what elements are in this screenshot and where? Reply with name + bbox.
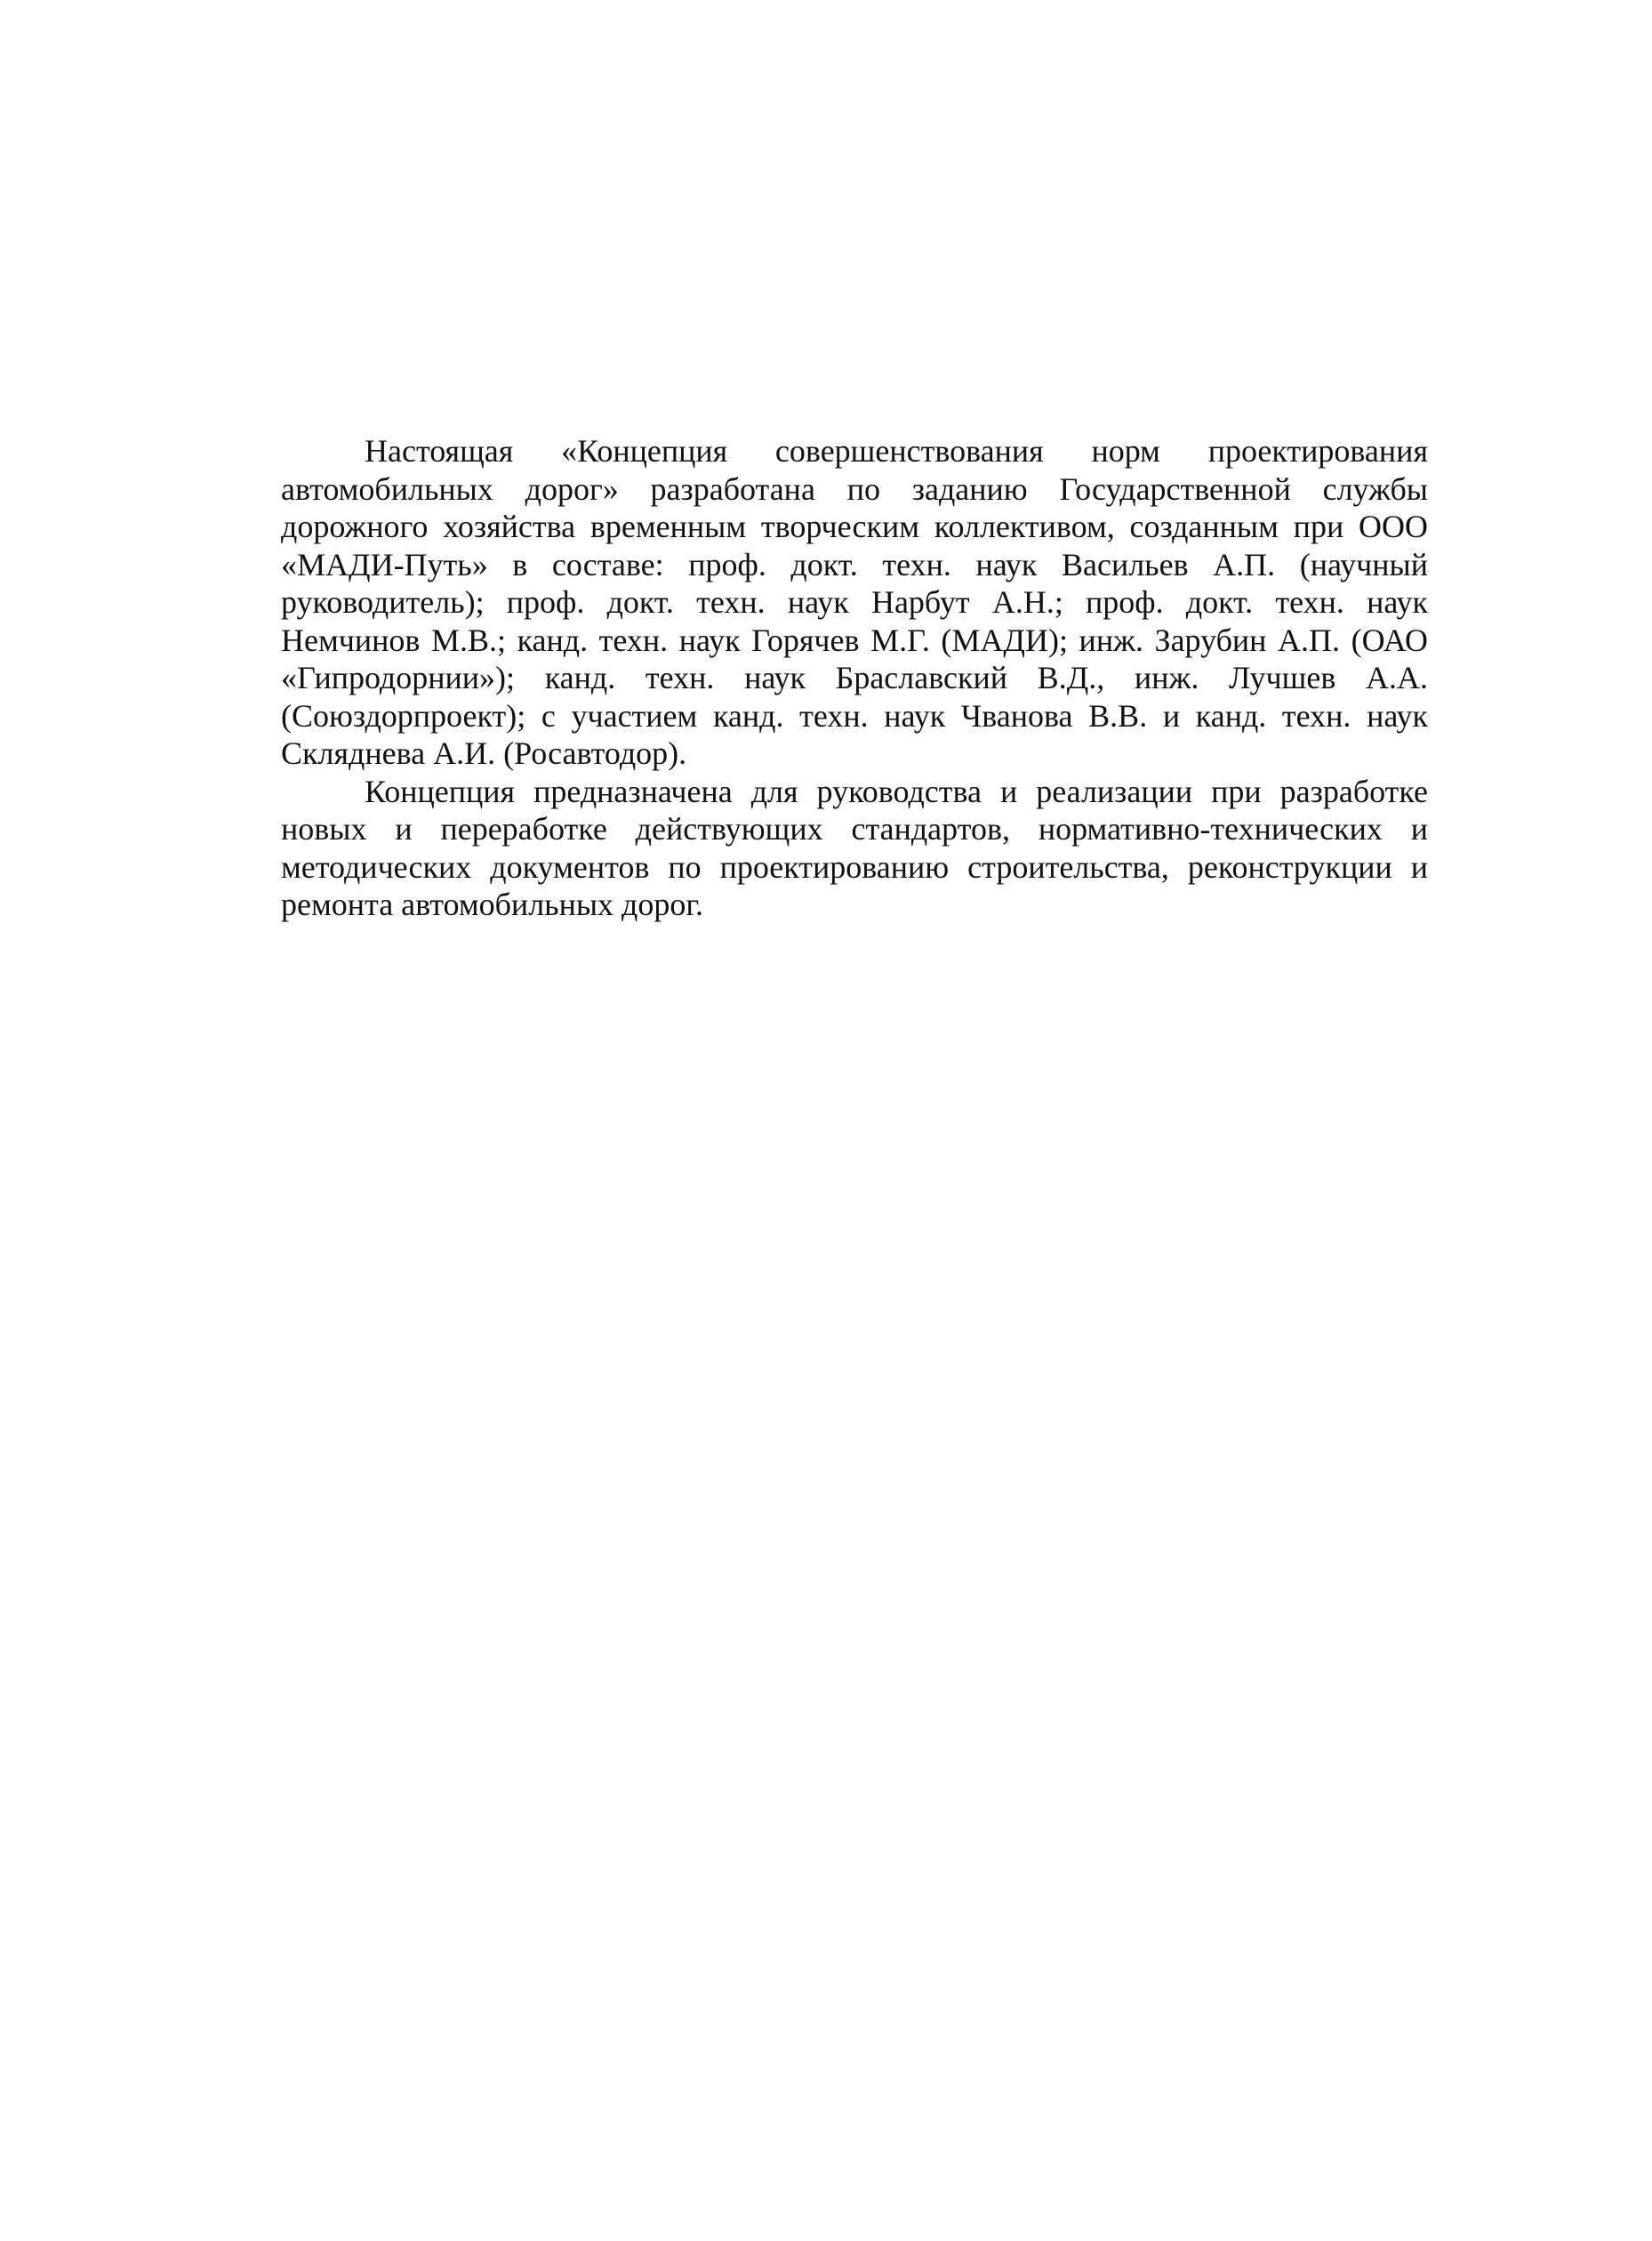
intro-paragraph: Настоящая «Концепция совершенствования норм проектирования автомобильных дорог» разработана по заданию Государственной службы дорожного хозяйства временным творческим коллективом, созданным при ООО «МАДИ-Путь» в составе: проф. докт. техн. наук Васильев А.П. (научный руководитель); проф. докт. техн. наук Нарбут А.Н.; проф. докт. техн. наук Немчинов М.В.; канд. техн. наук Горячев М.Г. (МАДИ); инж. Зарубин А.П. (ОАО «Гипродорнии»); канд. техн. наук Браславский В.Д., инж. Лучшев А.А. (Союздорпроект); с участием канд. техн. наук Чванова В.В. и канд. техн. наук Скляднева А.И. (Росавтодор). xyxy=(281,433,1428,771)
document-body xyxy=(281,432,1428,924)
purpose-paragraph: Концепция предназначена для руководства и реализации при разработке новых и переработке действующих стандартов, нормативно-технических и методических документов по проектированию строительства, реконструкции и ремонта автомобильных дорог. xyxy=(281,773,1428,922)
